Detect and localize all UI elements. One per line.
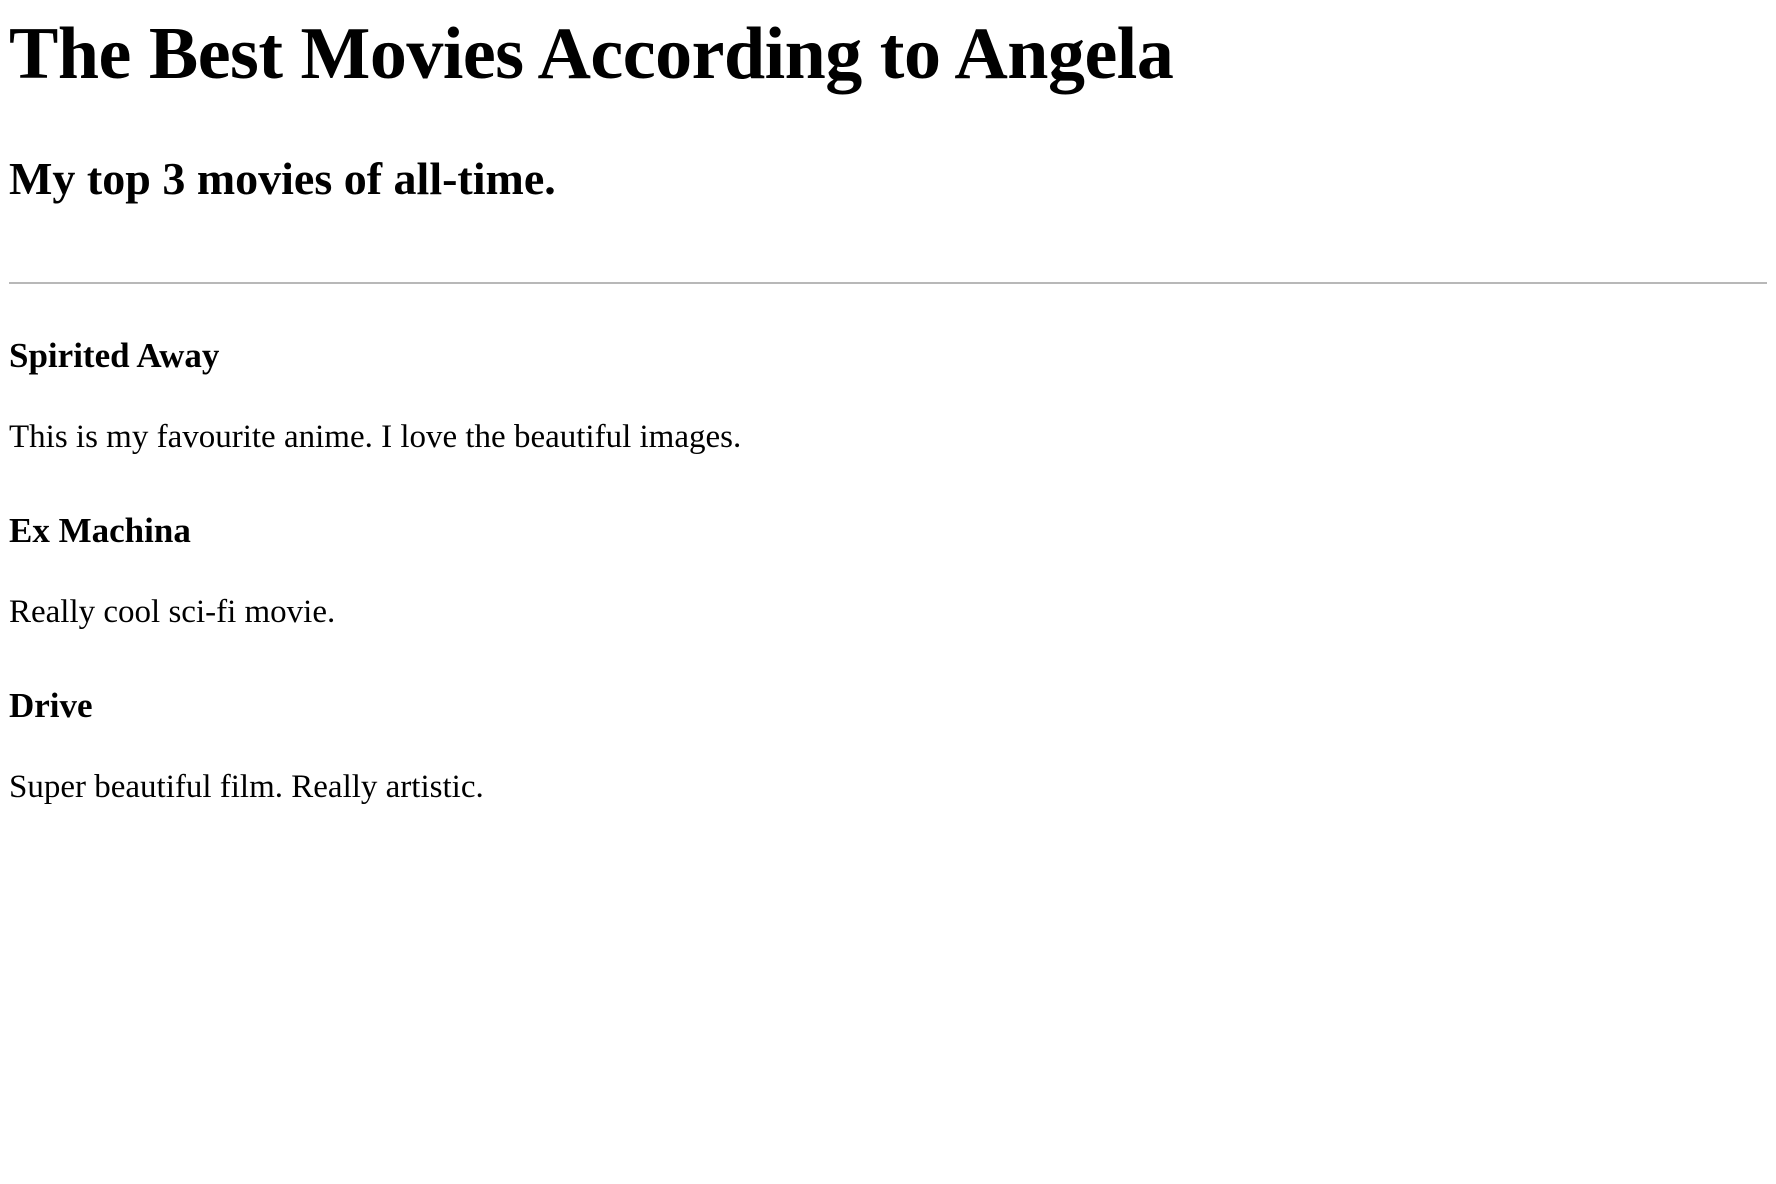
movie-title: Drive bbox=[9, 686, 93, 726]
page-title: The Best Movies According to Angela bbox=[9, 13, 1174, 95]
horizontal-divider bbox=[9, 282, 1767, 284]
list-item bbox=[9, 512, 1767, 632]
document-body bbox=[0, 13, 1776, 808]
page-subtitle: My top 3 movies of all-time. bbox=[9, 152, 556, 204]
movie-title: Spirited Away bbox=[9, 336, 220, 376]
movie-description: Really cool sci-fi movie. bbox=[9, 593, 336, 630]
movie-description: This is my favourite anime. I love the beautiful images. bbox=[9, 418, 742, 455]
movie-description: Super beautiful film. Really artistic. bbox=[9, 768, 484, 805]
list-item bbox=[9, 687, 1767, 807]
movie-title: Ex Machina bbox=[9, 511, 191, 551]
list-item bbox=[9, 337, 1767, 457]
